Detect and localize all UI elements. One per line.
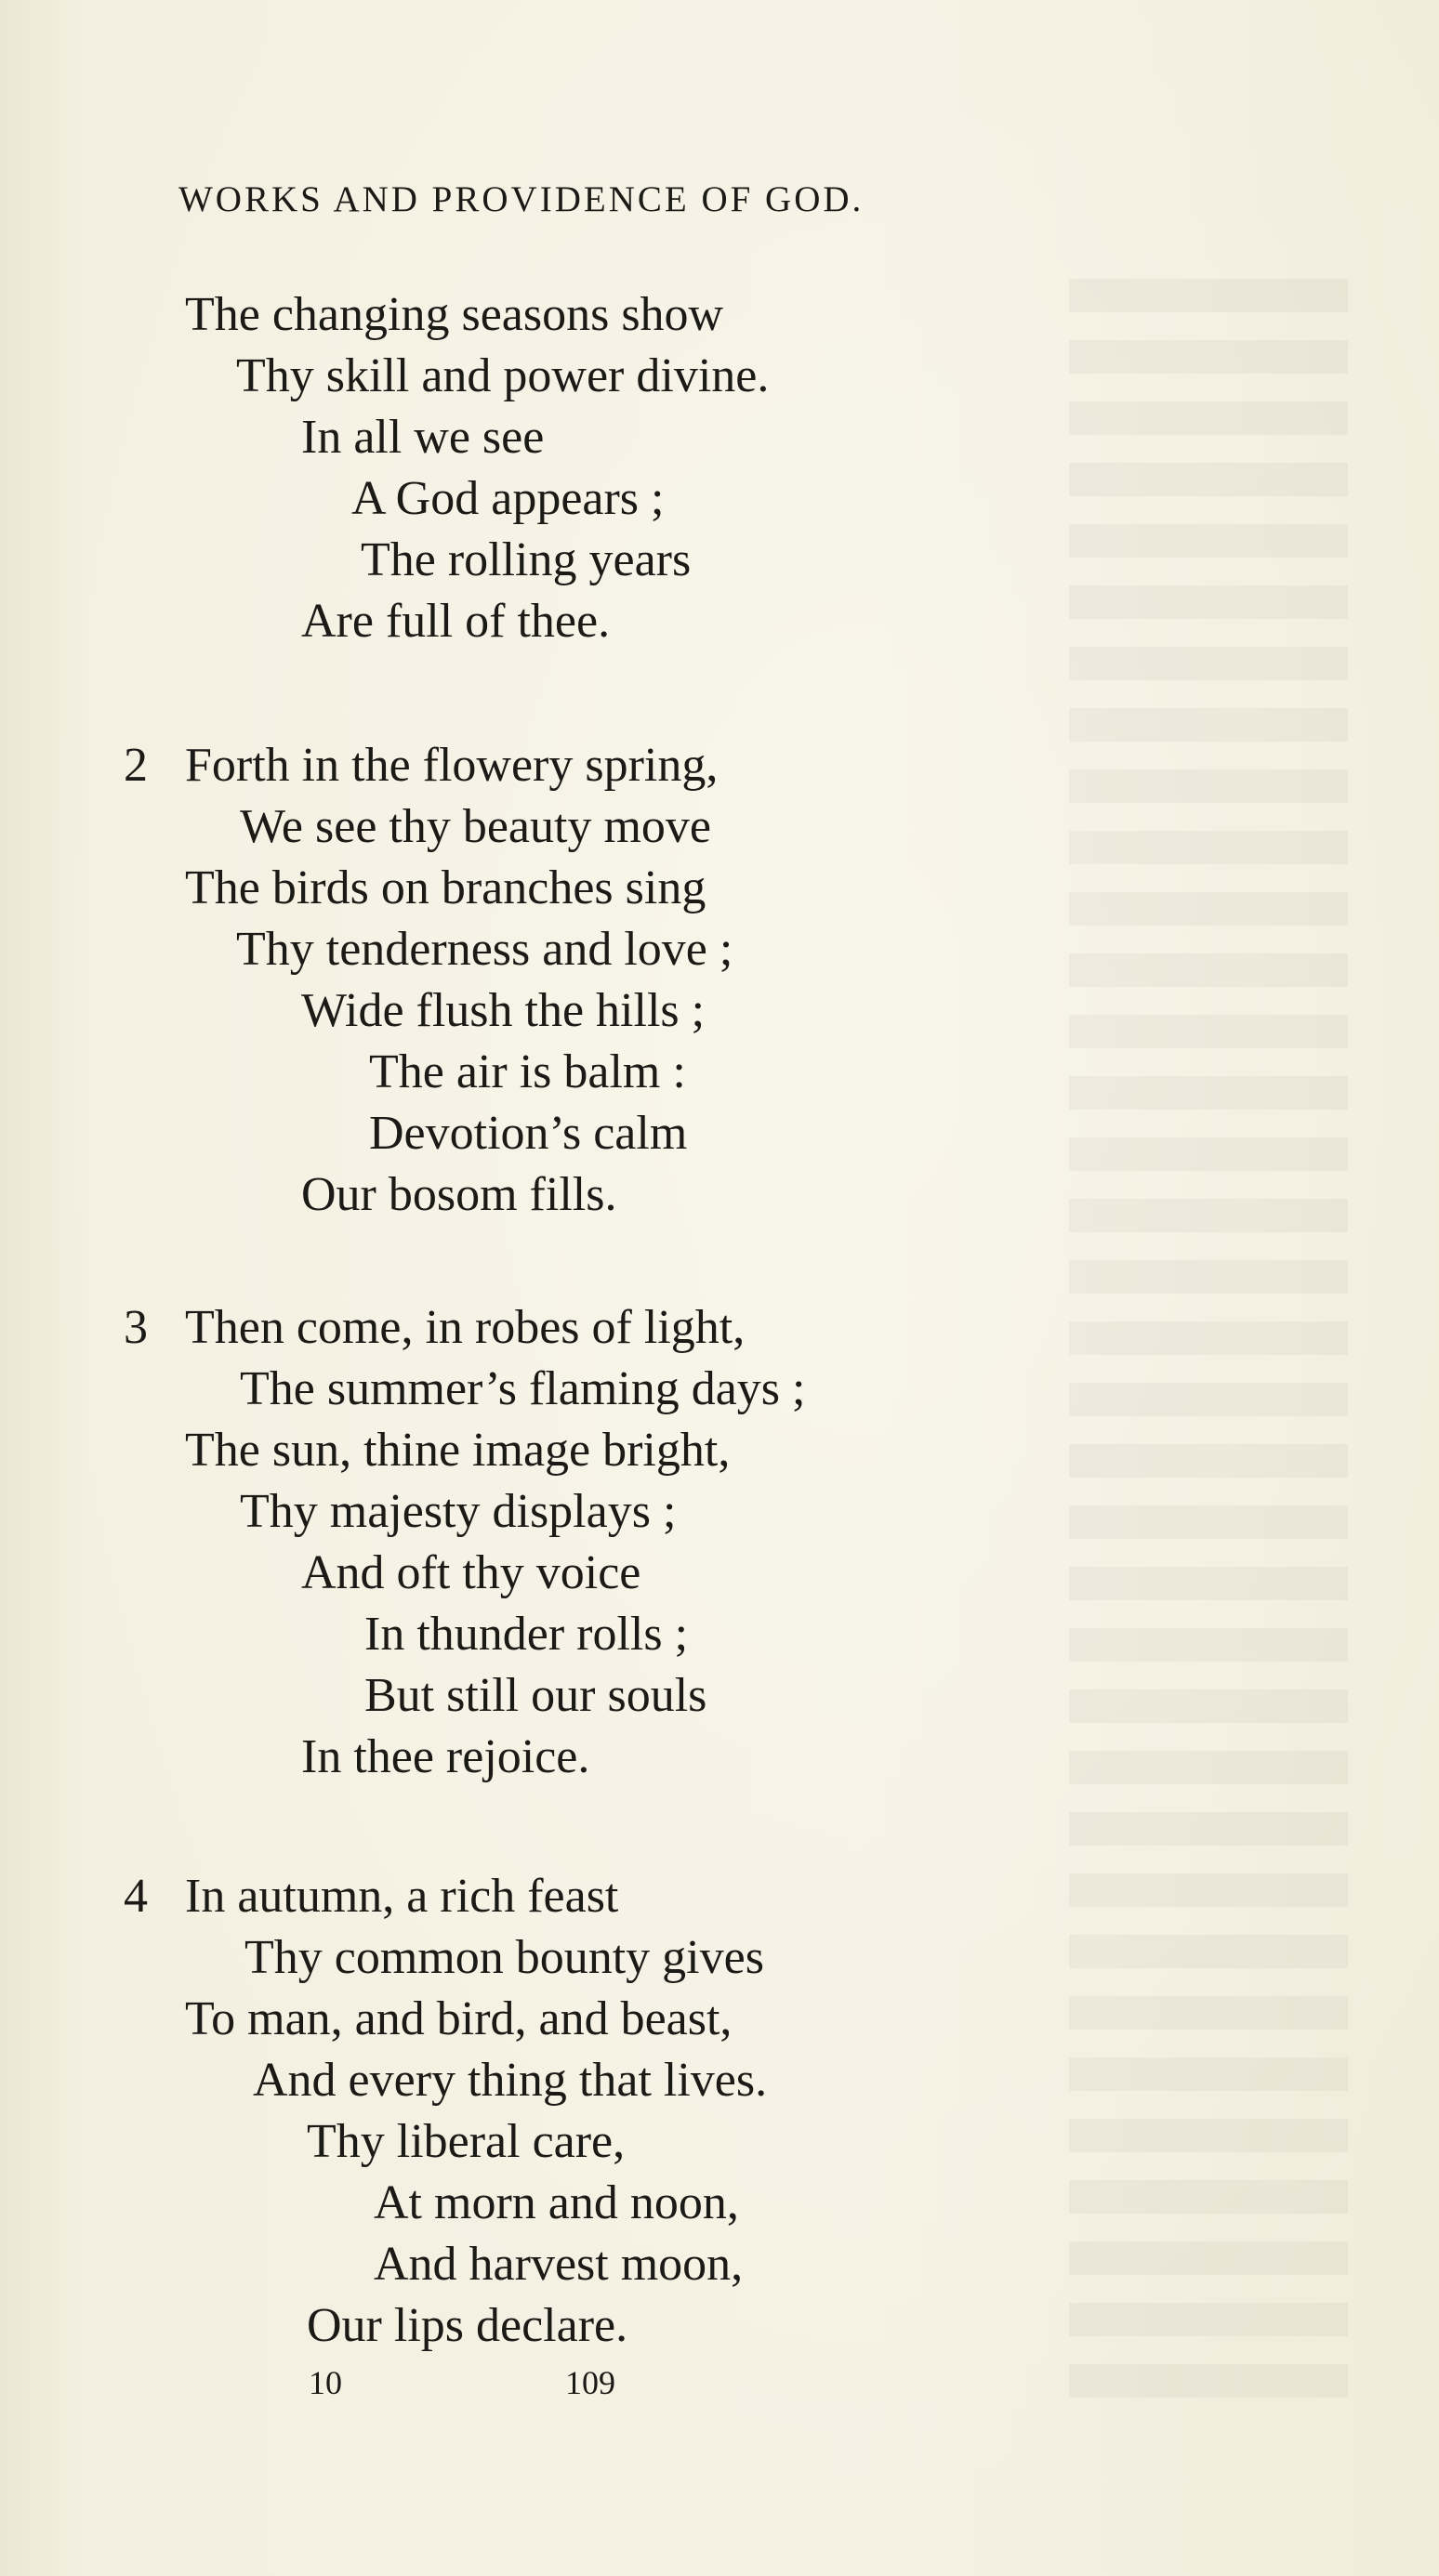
running-head: WORKS AND PROVIDENCE OF GOD.	[178, 179, 865, 219]
verse-line: Wide flush the hills ;	[301, 984, 706, 1037]
verse-line: Our lips declare.	[307, 2299, 628, 2352]
signature-mark: 10	[309, 2364, 342, 2401]
verse-line: In all we see	[301, 411, 545, 464]
verse-line: The birds on branches sing	[185, 861, 706, 914]
verse-line: Thy skill and power divine.	[236, 349, 770, 402]
show-through-text	[1069, 279, 1348, 2416]
verse-line: Thy common bounty gives	[244, 1931, 764, 1984]
verse-line: A God appears ;	[351, 472, 665, 525]
verse-line: At morn and noon,	[374, 2176, 739, 2229]
verse-line: Thy majesty displays ;	[240, 1485, 677, 1538]
stanza-number: 2	[124, 739, 148, 792]
verse-line: The changing seasons show	[185, 288, 724, 341]
stanza-number: 3	[124, 1301, 148, 1354]
verse-line: The sun, thine image bright,	[185, 1424, 731, 1477]
verse-line: Forth in the flowery spring,	[185, 739, 719, 792]
stanza-number: 4	[124, 1870, 148, 1923]
verse-line: And oft thy voice	[301, 1546, 641, 1599]
verse-line: The summer’s flaming days ;	[240, 1362, 806, 1415]
page-number: 109	[565, 2364, 615, 2401]
verse-line: The rolling years	[361, 533, 692, 586]
verse-line: In autumn, a rich feast	[185, 1870, 619, 1923]
verse-line: To man, and bird, and beast,	[185, 1992, 733, 2045]
verse-line: We see thy beauty move	[240, 800, 711, 853]
verse-line: But still our souls	[364, 1669, 707, 1722]
verse-line: And harvest moon,	[374, 2238, 744, 2291]
verse-line: Thy liberal care,	[307, 2115, 626, 2168]
verse-line: The air is balm :	[369, 1045, 686, 1098]
verse-line: Then come, in robes of light,	[185, 1301, 746, 1354]
verse-line: Our bosom fills.	[301, 1168, 617, 1221]
verse-line: In thee rejoice.	[301, 1730, 590, 1783]
verse-line: And every thing that lives.	[253, 2054, 768, 2107]
verse-line: In thunder rolls ;	[364, 1608, 689, 1661]
verse-line: Are full of thee.	[301, 595, 611, 648]
verse-line: Devotion’s calm	[369, 1107, 688, 1160]
verse-line: Thy tenderness and love ;	[236, 923, 733, 976]
